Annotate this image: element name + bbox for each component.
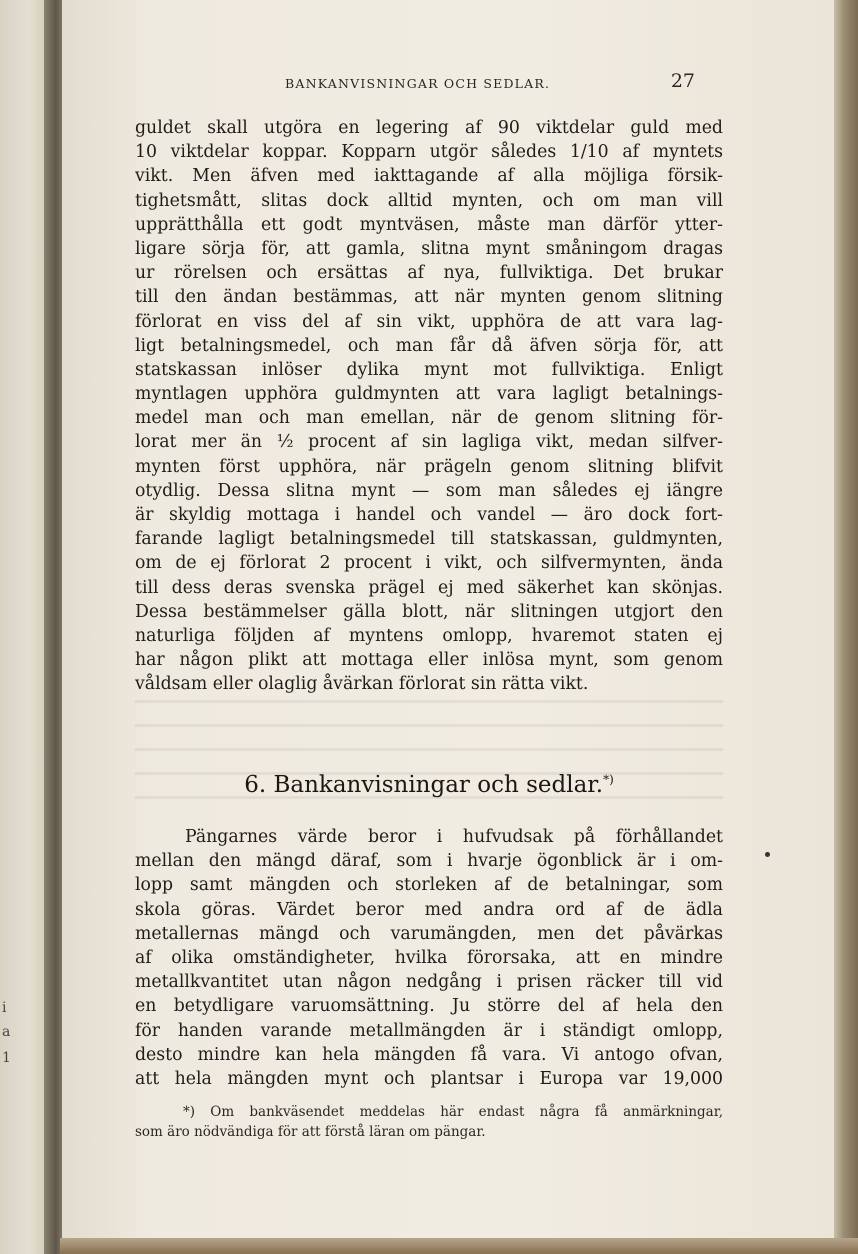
footnote-line: *) Om bankväsendet meddelas här endast några få anmärkningar, [183, 1104, 723, 1120]
text-line: guldet skall utgöra en legering af 90 viktdelar guld med [135, 118, 723, 138]
section-heading [135, 772, 723, 798]
text-line: lopp samt mängden och storleken af de betalningar, som [135, 875, 723, 896]
text-line: naturliga följden af myntens omlopp, hvaremot staten ej [135, 625, 723, 646]
margin-mark [765, 852, 770, 857]
page-edges-bottom [60, 1238, 858, 1254]
text-line: mynten först upphöra, när prägeln genom slitning blifvit [135, 456, 723, 477]
paragraph-2 [135, 825, 723, 1091]
text-line: att hela mängden mynt och plantsar i Europa var 19,000 [135, 1068, 723, 1089]
footnote-marker: *) [603, 772, 614, 787]
text-line: våldsam eller olaglig åvärkan förlorat sin rätta vikt. [135, 674, 589, 695]
footnote [135, 1102, 723, 1142]
text-line: ligare sörja för, att gamla, slitna mynt småningom dragas [135, 238, 723, 259]
text-line: otydlig. Dessa slitna mynt — som man således ej iängre [135, 480, 723, 501]
text-line: en betydligare varuomsättning. Ju större del af hela den [135, 996, 723, 1017]
text-line: farande lagligt betalningsmedel till statskassan, guldmynten, [135, 529, 723, 550]
text-line: till dess deras svenska prägel ej med säkerhet kan skönjas. [135, 577, 723, 598]
paragraph-1 [135, 116, 723, 697]
text-line: om de ej förlorat 2 procent i vikt, och silfvermynten, ända [135, 553, 723, 574]
footnote-line: som äro nödvändiga för att förstå läran om pängar. [135, 1124, 486, 1140]
text-line: medel man och man emellan, när de genom slitning för- [135, 408, 723, 429]
text-line: myntlagen upphöra guldmynten att vara lagligt betalnings- [135, 384, 723, 405]
text-line: vikt. Men äfven med iakttagande af alla möjliga försik- [135, 166, 723, 187]
page-header [135, 70, 695, 98]
text-line: till den ändan bestämmas, att när mynten genom slitning [135, 287, 723, 308]
text-line: af olika omständigheter, hvilka förorsaka, att en mindre [135, 947, 723, 968]
text-line: metallernas mängd och varumängden, men det påvärkas [135, 923, 723, 944]
text-line: upprätthålla ett godt myntväsen, måste man därför ytter- [135, 214, 723, 235]
page-number: 27 [670, 70, 695, 92]
text-line: för handen varande metallmängden är i ständigt omlopp, [135, 1020, 723, 1041]
text-line: Pängarnes värde beror i hufvudsak på förhållandet [185, 827, 723, 847]
section-heading-text: 6. Bankanvisningar och sedlar. [244, 772, 604, 798]
text-line: ur rörelsen och ersättas af nya, fullviktiga. Det brukar [135, 263, 723, 284]
text-line: metallkvantitet utan någon nedgång i prisen räcker till vid [135, 972, 723, 993]
running-head: BANKANVISNINGAR OCH SEDLAR. [285, 76, 551, 91]
facing-page-fragment: 1 [2, 1050, 11, 1066]
facing-page-fragment: i [2, 1000, 7, 1016]
text-line: tighetsmått, slitas dock alltid mynten, och om man vill [135, 190, 723, 211]
text-line: är skyldig mottaga i handel och vandel — äro dock fort- [135, 505, 723, 525]
text-line: har någon plikt att mottaga eller inlösa mynt, som genom [135, 650, 723, 671]
text-line: lorat mer än ½ procent af sin lagliga vikt, medan silfver- [135, 432, 723, 453]
text-line: ligt betalningsmedel, och man får då äfven sörja för, att [135, 335, 723, 356]
facing-page-edge [0, 0, 50, 1254]
text-line: mellan den mängd däraf, som i hvarje ögonblick är i om- [135, 851, 723, 872]
facing-page-fragment: a [2, 1024, 11, 1040]
page-edges-right [834, 0, 858, 1254]
text-line: statskassan inlöser dylika mynt mot fullviktiga. Enligt [135, 359, 723, 380]
text-line: desto mindre kan hela mängden få vara. Vi antogo ofvan, [135, 1044, 723, 1065]
text-line: förlorat en viss del af sin vikt, upphöra de att vara lag- [135, 311, 723, 332]
text-line: Dessa bestämmelser gälla blott, när slitningen utgjort den [135, 601, 723, 622]
text-line: 10 viktdelar koppar. Kopparn utgör således 1/10 af myntets [135, 142, 723, 163]
text-line: skola göras. Värdet beror med andra ord af de ädla [135, 899, 723, 920]
